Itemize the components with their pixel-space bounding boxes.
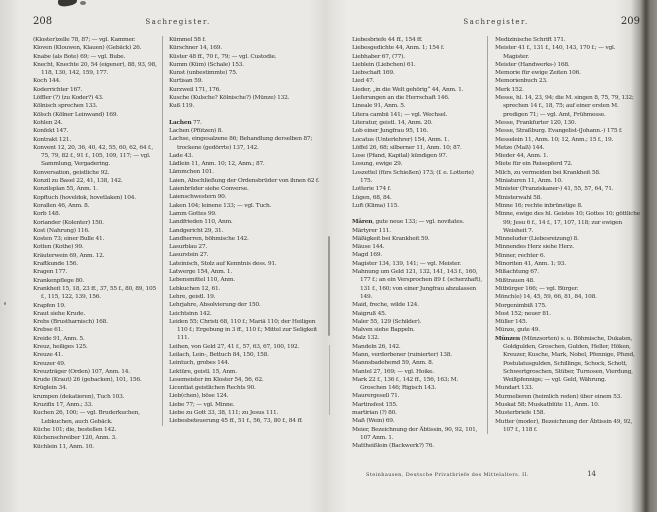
page-209-footer (352, 470, 640, 478)
index-entry: Lachen 77. (169, 118, 202, 126)
index-entry: Laienbrüder siehe Converse. (169, 186, 249, 193)
index-entry: Lektüre, geistl. 15, Anm. (169, 368, 237, 375)
index-entry: Laken 104; leinene 133; — vgl. Tuch. (169, 202, 272, 209)
index-entry: Losung, ewige 29. (352, 161, 403, 168)
index-entry: Lob einer Jungfrau 95, 116. (352, 128, 428, 135)
index-entry: Mißachtung 67. (495, 269, 539, 276)
index-entry: Kraut siehe Krude. (33, 310, 85, 317)
index-entry: Lineale 91, Anm. 5. (352, 103, 406, 110)
index-entry: Korallen 46, Anm. 8. (33, 202, 90, 209)
index-entry: Lebensmittel 110, Anm. (169, 277, 235, 284)
index-entry: Laienschwestern 90. (169, 194, 227, 201)
index-entry: Messe, Straßburg. Evangelist-(Johann.-) 175 f. (495, 128, 623, 135)
page-number-left: 208 (33, 16, 53, 27)
index-entry: Landherren, böhmische 142. (169, 235, 249, 242)
index-entry: Leiden 55; Christi 68, 110 f.; Mariä 110; der Heiligen 110 f.; Ergebung in 3 ff., 110 f.; Mittel zur Seligkeit 111. (169, 318, 318, 342)
index-entry: Mahnung um Geld 121, 132, 141, 143 f., 160, 177 f.; an ein Versprochen 89 f. (scherzhaft), 131 f., 160; von einer Jungfrau abzulassen 149. (352, 269, 482, 300)
index-entry: Magd 169. (352, 252, 382, 259)
index-entry: Lieb(chen), böse 124. (169, 393, 229, 400)
index-entry: Kotten (Kothe) 99. (33, 244, 84, 251)
index-entry: Lieferungen an die Herrschaft 146. (352, 95, 450, 102)
index-entry: Kreuz, heiliges 125. (33, 343, 88, 350)
index-entry: Kreuze 41. (33, 352, 63, 359)
index-entry: Liebesbeteuerung 45 ff., 51 f., 56, 73, 80 f., 84 ff. (169, 418, 303, 425)
index-entry: Medizinische Schrift 171. (495, 37, 566, 43)
index-entry: Magister 134, 139, 141; — vgl. Meister. (352, 260, 461, 267)
index-entry: Krude (Kraut) 26 (gebacken), 101, 156. (33, 377, 142, 384)
index-entry: Minner, rechter 6. (495, 252, 545, 259)
index-entry: Mark 22 f., 136 f., 142 ff., 156, 163; M. Groschen 146; Rigisch 143. (352, 376, 459, 392)
index-entry: Meier, Bezeichnung der Äbtissin, 90, 92, 101, 107 Anm. 1. (352, 426, 478, 441)
index-entry: Mannsbadehemd 59, Anm. 8. (352, 360, 434, 367)
index-entry: Koriander (Kolenter) 150. (33, 219, 104, 226)
index-entry: Krapfen 19. (33, 302, 66, 309)
index-entry: Kohlen 24. (33, 119, 63, 126)
index-entry: Küchenschreiber 120, Anm. 3. (33, 435, 117, 442)
index-entry: Leilach, Lein-, Bettuch 84, 150, 158. (169, 351, 269, 358)
index-entry: Malven siehe Bappeln. (352, 327, 415, 334)
index-entry: Kloven (Klouwen, Klauen) (Gebäck) 26. (33, 45, 142, 52)
index-entry: Latwerge 154, Anm. 1. (169, 269, 233, 276)
index-entry: Maid, freche, wilde 124. (352, 302, 419, 309)
index-entry: Maurergesell 71. (352, 393, 400, 400)
index-entry: Krankheit 15, 18, 23 ff., 37, 55 f., 80, 89, 105 f., 115, 122, 139, 156. (33, 285, 157, 301)
index-entry: Mantel 27, 169; — vgl. Hoike. (352, 368, 435, 375)
index-entry: Murmelieren (heimlich reden) über einem 53. (495, 393, 622, 400)
index-entry: Landgericht 29, 31. (169, 227, 224, 234)
page-208-header (33, 16, 323, 31)
index-entry: Krebs (Brustharnisch) 168. (33, 319, 108, 326)
index-entry: Miete für ein Reisepferd 72. (495, 161, 573, 168)
index-entry: Müller 145. (495, 319, 528, 326)
index-entry: martirian (?) 80. (352, 410, 397, 417)
index-entry: Küster 48 ff., 70 f., 79; — vgl. Custodie. (169, 53, 277, 60)
index-entry: Knecht, Knechte 20, 54 (eigener), 88, 93, 98, 118, 130, 142, 159, 177. (33, 61, 157, 77)
index-entry: Laien, Abschließung der Ordensbrüder von ihnen 62 f. (169, 177, 320, 184)
index-entry: Minne 16; rechte inbrünstige 8. (495, 202, 583, 209)
page-number-right: 209 (620, 16, 640, 27)
index-entry: Musterbriefe 158. (495, 410, 545, 417)
index-entry: Lesemeister im Kloster 54, 56, 62. (169, 376, 264, 383)
index-entry: Krüglein 34. (33, 385, 68, 392)
index-entry: Milch, zu vermeiden bei Krankheit 58. (495, 169, 601, 176)
index-entry: Martinsfest 155. (352, 401, 398, 408)
index-entry: Landfrieden 110, Anm. (169, 219, 233, 226)
index-entry: Kürschner 14, 169. (169, 45, 222, 52)
page-208-columns (33, 36, 323, 451)
footer-imprint: Steinhausen, Deutsche Privatbriefe des Mittelalters. II. (366, 472, 529, 478)
index-entry: Mißtrauen 48. (495, 277, 535, 284)
index-entry: Malz 132. (352, 335, 380, 342)
index-entry: Mann, verdorbener (ruinierter) 138. (352, 351, 452, 358)
index-entry: Mutter (moder), Bezeichnung der Äbtissin 49, 92, 107 f., 118 f. (495, 418, 633, 433)
index-entry: Mandeln 26, 142. (352, 343, 401, 350)
index-entry: Kunst (unbestimmte) 75. (169, 70, 238, 77)
index-entry: Lehrjahre, Absolvierung der 150. (169, 302, 261, 309)
index-entry: Messe, hl. 14, 23, 94; die M. singen 8, 75, 79, 132; sprechen 14 f., 18, 75; auf einer ersten M. predigen 71; — vgl. Amt, Frühmesse. (495, 95, 634, 118)
index-entry: Lade 43. (169, 152, 193, 159)
index-entry: Kontrakt 121. (33, 136, 71, 143)
index-entry: Kräuterwein 69, Anm. 12. (33, 252, 105, 259)
index-entry: Lädlein 11, Anm. 10; 12, Anm.; 87. (169, 161, 265, 168)
index-entry: Lehre, geistl. 19. (169, 293, 216, 300)
index-entry: Lied 47. (352, 78, 375, 85)
index-entry: Kümmel 58 f. (169, 37, 206, 43)
index-entry: Lasurstein 27. (169, 252, 209, 259)
index-entry: Konversation, geistliche 92. (33, 169, 110, 176)
index-entry: Minnendes Herz siehe Herz. (495, 244, 574, 251)
page-208-column-2 (162, 36, 323, 426)
index-entry: Märtyrer 111. (352, 227, 391, 234)
index-entry: Memorienbuch 23. (495, 78, 548, 85)
page-209-header (352, 16, 640, 31)
index-entry: Lebkuchen 12, 61. (169, 285, 221, 292)
index-entry: Lamm Gottes 99. (169, 210, 217, 217)
page-gutter-shadow (328, 236, 330, 336)
index-entry: Kreuzträger (Orden) 107, Anm. 14. (33, 368, 130, 375)
index-entry: Mönch(e) 14, 45, 59, 66, 81, 84, 108. (495, 294, 597, 301)
index-entry: (Kloster)zelle 78, 87; — vgl. Kammer. (33, 37, 136, 43)
ink-smudge (80, 1, 86, 5)
index-entry: Kölnisch sprechen 133. (33, 103, 98, 110)
index-entry: Liebe 77; — vgl. Minne. (169, 401, 235, 408)
index-entry: Mäuse 144. (352, 244, 385, 251)
index-entry: Minister (Franziskaner-) 41, 55, 57, 64, 71. (495, 186, 614, 193)
index-entry: Metze (Maß) 144. (495, 144, 545, 151)
index-entry: Kurzweil 171, 176. (169, 86, 221, 93)
index-entry: krumpen (dekatieren), Tuch 103. (33, 393, 125, 400)
index-entry: Mieder 44, Anm. 1. (495, 153, 549, 160)
page-208 (33, 16, 323, 451)
index-entry: Leichtsinn 142. (169, 310, 212, 317)
page-209 (352, 16, 640, 451)
index-entry: Kuß 119. (169, 103, 194, 110)
index-entry: Konfekt 147. (33, 128, 69, 135)
index-entry: Koch 144. (33, 78, 61, 85)
page-209-column-1 (352, 36, 485, 451)
index-entry: Most 152; neuer 81. (495, 310, 551, 317)
index-entry: Kusche (Kulsche? Kölnische?) (Münze) 132. (169, 95, 290, 102)
index-entry: Mundart 133. (495, 385, 534, 392)
index-entry: Muskat 58; Muskatblüte 11, Anm. 10. (495, 402, 600, 409)
index-entry: Kraftkunde 156. (33, 261, 78, 268)
index-entry: Lasurblau 27. (169, 244, 208, 251)
index-entry: Mattheißlein (Backwerk?) 76. (352, 443, 434, 450)
index-entry: Maigruß 45. (352, 310, 387, 317)
index-entry: Liebschaft 169. (352, 70, 395, 77)
page-208-column-1 (33, 36, 160, 451)
index-entry: Konzilsplan 55, Anm. 1. (33, 186, 98, 193)
index-entry: Mären, gute neue 133; — vgl. novitates. (352, 218, 464, 226)
index-entry: Kragen 177. (33, 269, 68, 276)
page-gutter-shadow (329, 345, 330, 415)
index-entry: Lachse, eingesalzene 86; Behandlung derselben 87; trockene (gedörrte) 137, 142. (169, 136, 313, 151)
index-entry: Minneluder (Liebesreizung) 8. (495, 236, 579, 243)
index-entry: Kreuzer 49. (33, 360, 66, 367)
index-entry: Messelein 11, Anm. 10; 12, Anm.; 15 f., 19. (495, 136, 614, 143)
index-entry: Leintuch, grobes 144. (169, 360, 230, 367)
index-entry: Mäßigkeit bei Krankheit 59. (352, 235, 430, 242)
index-entry: Licentiat geistlichen Rechts 90. (169, 385, 256, 392)
index-entry: Kopftuch (hoveldok, hovetlaken) 104. (33, 194, 136, 201)
dust-speck (4, 302, 6, 305)
index-entry: Kosten 73; einer Bulle 41. (33, 236, 105, 243)
index-entry: Lose (Pfand, Kapital) kündigen 97. (352, 153, 448, 160)
index-entry: Literatur, geistl. 14, Anm. 20. (352, 119, 433, 126)
index-entry: Locatus (Unterlehrer) 154, Anm. 1. (352, 136, 449, 143)
index-entry: Lieder, „in die Welt gehörig“ 44, Anm. 1. (352, 86, 464, 93)
index-entry: Liebe zu Gott 33, 38, 111; zu Jesus 111. (169, 410, 279, 417)
index-entry: Küche 101; die, bestellen 142. (33, 426, 117, 433)
index-entry: Knabe (als Bote) 69; — vgl. Bube. (33, 53, 126, 60)
index-entry: Kumm (Küm) (Schale) 153. (169, 61, 244, 68)
index-entry: Maß (Wein) 69. (352, 418, 395, 425)
index-entry: Meister (Handwerks-) 168. (495, 61, 570, 68)
index-entry: Konzil zu Basel 22, 41, 138, 142. (33, 178, 123, 185)
index-entry: Lachen (Pfützen) 8. (169, 127, 223, 134)
index-entry: Kreide 91, Anm. 5. (33, 335, 85, 342)
index-entry: Liebhaber 67, (77). (352, 53, 405, 60)
index-entry: Münze, gute 49. (495, 327, 540, 334)
index-entry: Morgenimbiß 175. (495, 302, 547, 309)
index-entry: Ministerwahl 58. (495, 194, 542, 201)
index-entry: Kölsch (Kölner Leinwand) 169. (33, 111, 118, 118)
index-entry: Konvent 12, 20, 36, 40, 42, 55, 60, 62, 64 f., 75, 79, 82 f., 91 f., 105, 109, 117; — vgl. Sammlung, Vergadering. (33, 144, 153, 168)
index-entry: Maler 55, 129 (Schilder). (352, 318, 422, 325)
index-entry: Münzen (Münzsorten) s. u. Böhmische, Dukaten, Goldgulden, Groschen, Gulden, Heller, Höken, Kreuzer, Kusche, Mark, Nobel, Pfennige, Pfund, Postulatusgulden, Schillinge, Schock, Schott, Schwertgroschen, Stüber, Turnosen, Vierdung, Weißpfennige; — vgl. Geld, Währung. (495, 334, 635, 384)
index-entry: Leihen, von Geld 27, 41 f., 57, 63, 67, 100, 192. (169, 343, 300, 350)
index-entry: Lateinisch, Stolz auf Kenntnis dess. 91. (169, 260, 277, 267)
index-entry: Kurtisan 59. (169, 78, 203, 85)
page-209-column-2 (487, 36, 640, 434)
index-entry: Krankenpflege 80. (33, 277, 84, 284)
index-entry: Kruzifix 17, Anm.; 33. (33, 402, 93, 409)
index-entry: Kost (Nahrung) 116. (33, 227, 90, 234)
index-entry: Liebesbriefe 44 ff., 154 ff. (352, 37, 423, 43)
index-entry: Korb 148. (33, 211, 61, 218)
index-entry: Memorie für ewige Zeiten 106. (495, 70, 581, 77)
index-entry: Lieblein (Liebchen) 61. (352, 61, 416, 68)
footer-signature-number: 14 (587, 470, 596, 478)
index-entry: Kuchen 26, 100; — vgl. Bruderkuchen, Lebkuchen, auch Gebäck. (33, 410, 140, 425)
index-entry: Lotterie 174 f. (352, 186, 391, 193)
index-entry: Messe, Frankfurter 120, 130. (495, 119, 577, 126)
index-entry: Minne, ewige des hl. Geistes 10; Gottes 10; göttliche 99; Jesu 6 f., 14 f., 17, 107, 118; zur ewigen Weisheit 7. (495, 211, 640, 234)
index-entry: Löffel 26, 68; silberner 11, Anm. 10; 87. (352, 144, 462, 151)
index-entry: Minoriten 41, Anm. 1; 93. (495, 261, 566, 268)
running-title-left: Sachregister. (145, 18, 211, 26)
running-title-right: Sachregister. (463, 18, 529, 26)
index-entry: Merk 152. (495, 86, 524, 93)
index-entry: Meister 41 f., 131 f., 140, 143, 170 f.; — vgl. Magister. (495, 45, 616, 60)
index-entry: Mitbürger 166; — vgl. Bürger. (495, 285, 579, 292)
index-entry: Lügen, 68, 84. (352, 194, 392, 201)
index-entry: Loszettel (fürs Schießen) 173; (f. e. Lotterie) 175. (352, 169, 474, 185)
index-entry: Krebse 61. (33, 327, 63, 334)
index-entry: Lämmchen 101. (169, 169, 214, 176)
index-entry: Löffler (?) (zu Koder?) 43. (33, 95, 104, 102)
index-entry: Küchlein 11, Anm. 10. (33, 443, 94, 450)
index-entry: Luft (Klima) 115. (352, 202, 399, 209)
index-entry: Liebesgedichte 44, Anm. 1; 154 f. (352, 45, 445, 52)
page-209-columns (352, 36, 640, 451)
index-entry: Koderrichter 167. (33, 86, 83, 93)
index-entry: Miniaturen 11, Anm. 10. (495, 178, 563, 185)
index-entry: Litera cambii 141; — vgl. Wechsel. (352, 111, 448, 118)
